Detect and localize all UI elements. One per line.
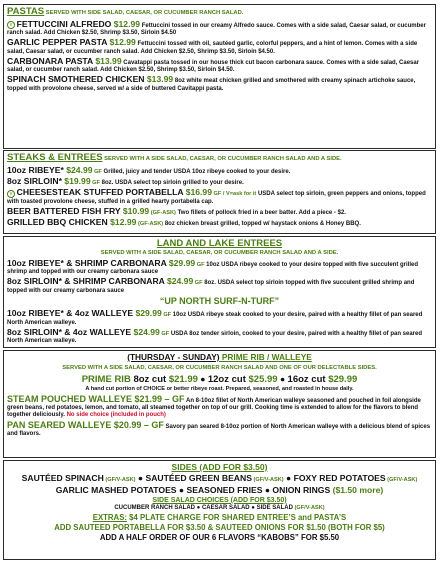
sirloin-price: $19.99 — [61, 175, 91, 186]
fish-price: $10.99 — [120, 205, 150, 216]
surf-title-line — [7, 296, 432, 307]
side-onion-rings-price: ($1.50 more) — [330, 484, 384, 495]
pastas-header-sub: SERVED WITH SIDE SALAD, CAESAR, OR CUCUMBER RANCH SALAD. — [44, 10, 244, 16]
rib-walleye-name: 10oz RIBEYE* & 4oz WALLEYE — [7, 308, 134, 319]
rib-walleye-price: $29.99 — [133, 308, 162, 319]
side-spinach: SAUTÉED SPINACH — [21, 473, 104, 484]
sir-shrimp-desc: 8oz. USDA select top sirloin topped with five succulent grilled shrimp and topped with our creamy carbonara sauce — [7, 280, 415, 294]
side-green-beans: SAUTÉED GREEN BEANS — [145, 473, 252, 484]
sides-sep: ● — [135, 473, 146, 484]
steam-note: No side choice (included in pouch) — [64, 412, 166, 419]
prime-rib-name: PRIME RIB — [81, 374, 131, 386]
add-portabella-line — [7, 523, 432, 533]
sir-walleye-desc: USDA 8oz tender sirloin, cooked to your desire, paired with a healthy fillet of pan seared North American walleye. — [7, 330, 423, 345]
ribeye-price: $24.99 — [63, 164, 93, 175]
fish-item — [7, 206, 432, 217]
extras-line — [7, 513, 432, 523]
fish-tag: (GF-ASK) — [149, 209, 176, 216]
steaks-header: STEAKS & ENTREES — [7, 152, 103, 163]
ribeye-item — [7, 165, 432, 176]
carbonara-desc: Cavatappi pasta tossed in our house thick cut bacon carbonara sauce. Comes with a side salad, Caesar salad, or cucumber ranch salad. Add Chicken $2.50, Shrimp $3.50, Sirloin $4.50. — [7, 59, 420, 74]
carbonara-name: CARBONARA PASTA — [7, 55, 93, 66]
prime-desc: A hand cut portion of CHOICE or better ribeye roast. Prepared, seasoned, and roasted in house daily. — [85, 385, 354, 392]
spinach-item — [7, 74, 432, 93]
prime-cut-3: 16oz cut — [287, 374, 326, 386]
add-portabella: ADD SAUTEED PORTABELLA FOR $3.50 & SAUTEED ONIONS FOR $1.50 (BOTH FOR $5) — [54, 523, 385, 533]
garlic-item — [7, 37, 432, 56]
fettuccini-price: $12.99 — [111, 18, 141, 29]
rib-shrimp-tag: GF — [195, 261, 205, 268]
surf-title: “UP NORTH SURF-N-TURF” — [159, 295, 280, 306]
fettuccini-name: FETTUCCINI ALFREDO — [16, 18, 112, 29]
add-kabobs: ADD A HALF ORDER OF OUR 6 FLAVORS “KABOBS” FOR $5.50 — [99, 533, 340, 543]
salad-cucumber: CUCUMBER RANCH SALAD — [114, 505, 195, 512]
sides-sep: ● — [283, 473, 294, 484]
add-kabobs-line — [7, 533, 432, 543]
pan-desc: Savory pan seared 8-10oz portion of North American walleye with a delicious blend of spices and flavors. — [7, 423, 431, 438]
steaks-header-sub: SERVED WITH A SIDE SALAD, CAESAR, OR CUCUMBER RANCH SALAD AND A SIDE. — [102, 156, 342, 162]
cheesesteak-name: CHEESESTEAK STUFFED PORTABELLA — [16, 187, 184, 198]
rib-shrimp-item — [7, 258, 432, 277]
extras-label: EXTRAS: — [92, 512, 127, 522]
fish-name: BEER BATTERED FISH FRY — [7, 205, 121, 216]
sir-walleye-name: 8oz SIRLOIN* & 4oz WALLEYE — [7, 326, 132, 337]
garlic-desc: Fettuccini tossed with oil, sautéed garlic, colorful peppers, and a hint of lemon. Comes with a side salad, Caesar salad, or cucumber ranch salad. Add Chicken $2.50, Shrimp $3.50, Sirloin $4.50. — [7, 41, 418, 55]
spinach-name: SPINACH SMOTHERED CHICKEN — [7, 74, 145, 85]
salad-line — [7, 505, 432, 512]
cheesesteak-tag: GF / V=ask for it — [212, 191, 257, 198]
sirloin-desc: 8oz. USDA select top sirloin grilled to your desire. — [99, 179, 244, 186]
ribeye-desc: Grilled, juicy and tender USDA 10oz ribeye cooked to your desire. — [101, 168, 291, 175]
pan-name: PAN SEARED WALLEYE — [7, 419, 112, 430]
sides-section — [3, 460, 436, 560]
pastas-section — [3, 4, 436, 149]
vegetarian-icon: v — [7, 21, 15, 29]
prime-section — [3, 350, 436, 458]
side-mashed: GARLIC MASHED POTATOES — [55, 484, 177, 495]
sides-sep: ● — [249, 505, 257, 512]
fettuccini-desc: Fettuccini tossed in our creamy Alfredo sauce. Comes with a side salad, Caesar salad, or cucumber ranch salad. Add Chicken $2.50, Shrimp $3.50, Sirloin $4.50 — [7, 22, 426, 36]
prime-header-title: PRIME RIB / WALLEYE — [219, 352, 312, 362]
steaks-section — [3, 150, 436, 234]
prime-price-2: $25.99 — [245, 374, 278, 386]
garlic-price: $12.99 — [107, 37, 136, 48]
sir-shrimp-item — [7, 276, 432, 295]
extras-text: $4 PLATE CHARGE FOR SHARED ENTREE’S and PASTA’S — [127, 512, 347, 522]
prime-header-line — [7, 352, 432, 363]
sirloin-item — [7, 176, 432, 187]
sides-sep: ● — [195, 505, 202, 512]
bbq-name: GRILLED BBQ CHICKEN — [7, 217, 108, 228]
rib-walleye-tag: GF — [161, 312, 172, 319]
pastas-header-line — [7, 6, 432, 18]
sides-line-2 — [7, 485, 432, 496]
salad-side-tag: (GF/V-ASK) — [292, 505, 325, 512]
spinach-price: $13.99 — [144, 74, 174, 85]
salad-caesar: CAESAR SALAD — [201, 505, 250, 512]
prime-sep-2: ● — [277, 374, 288, 385]
bbq-tag: (GF-ASK) — [136, 221, 164, 228]
sirloin-name: 8oz SIRLOIN* — [7, 175, 62, 186]
prime-sep-1: ● — [197, 374, 208, 385]
carbonara-item — [7, 56, 432, 75]
land-sub: SERVED WITH A SIDE SALAD, CAESAR, OR CUCUMBER RANCH SALAD AND A SIDE. — [100, 249, 339, 256]
cheesesteak-item — [7, 187, 432, 206]
carbonara-price: $13.99 — [92, 55, 122, 66]
pan-price: $20.99 – GF — [111, 419, 164, 430]
side-fries: SEASONED FRIES — [186, 484, 263, 495]
bbq-price: $12.99 — [107, 217, 137, 228]
side-green-beans-tag: (GF/V-ASK) — [251, 477, 284, 484]
side-red-potatoes-tag: (GF/V-ASK) — [385, 477, 418, 484]
sirloin-tag: GF — [90, 179, 100, 186]
ribeye-tag: GF — [92, 168, 102, 175]
bbq-desc: 8oz chicken breast grilled, topped w/ haystack onions & Honey BBQ. — [163, 221, 361, 228]
steam-name: STEAM POUCHED WALLEYE — [7, 393, 133, 404]
land-header-line — [7, 238, 432, 250]
steam-item — [7, 394, 432, 420]
vegetarian-icon: v — [7, 190, 15, 198]
sir-shrimp-name: 8oz SIRLOIN* & SHRIMP CARBONARA — [7, 276, 165, 287]
salad-header-line — [7, 497, 432, 506]
steam-desc: An 8-10oz fillet of North American walleye seasoned and pouched in foil alongside green beans, red potatoes, lemon, and tomato, all steamed together on top of our grill. Cooking time is extended to allow for the flavors to blend together deliciously. — [7, 397, 421, 419]
sides-sep: ● — [176, 484, 187, 495]
sir-walleye-price: $24.99 — [131, 326, 160, 337]
side-red-potatoes: FOXY RED POTATOES — [293, 473, 386, 484]
salad-header: SIDE SALAD CHOICES (ADD FOR $3.50) — [152, 496, 287, 504]
sides-sep: ● — [262, 484, 273, 495]
side-spinach-tag: (GF/V-ASK) — [103, 477, 136, 484]
prime-price-3: $29.99 — [325, 374, 358, 386]
rib-shrimp-name: 10oz RIBEYE* & SHRIMP CARBONARA — [7, 257, 167, 268]
rib-shrimp-price: $29.99 — [166, 257, 196, 268]
cheesesteak-price: $16.99 — [183, 187, 212, 198]
sir-walleye-item — [7, 327, 432, 346]
cheesesteak-desc: USDA select top sirloin, green peppers and onions, topped with toasted provolone cheese, stuffed in a grilled hearty portabella cap. — [7, 191, 426, 205]
sir-walleye-tag: GF — [159, 330, 170, 337]
rib-walleye-item — [7, 308, 432, 327]
pan-item — [7, 420, 432, 439]
sir-shrimp-tag: GF — [193, 280, 203, 287]
steaks-header-line — [7, 152, 432, 164]
sides-line-1 — [7, 473, 432, 484]
prime-header-days: (THURSDAY - SUNDAY) — [127, 352, 220, 362]
prime-sub: SERVED WITH A SIDE SALAD, CAESAR, OR CUCUMBER RANCH SALAD AND ONE OF OUR DELECTABLE SIDES. — [62, 365, 377, 372]
rib-shrimp-desc: 10oz USDA ribeye cooked to your desire topped with five succulent grilled shrimp and topped with our creamy carbonara sauce — [7, 261, 418, 275]
rib-walleye-desc: 10oz USDA ribeye steak cooked to your desire, paired with a healthy fillet of pan seared North American walleye. — [7, 312, 423, 326]
spinach-desc: 8oz white meat chicken grilled and smothered with creamy spinach artichoke sauce, topped with provolone cheese, served w/ a side of buttered Cavitappi pasta. — [7, 78, 416, 92]
prime-cut-2: 12oz cut — [207, 374, 246, 386]
prime-rib-line — [7, 374, 432, 386]
pastas-header: PASTAS — [7, 6, 45, 17]
land-lake-section — [3, 236, 436, 348]
land-header: LAND AND LAKE ENTREES — [156, 238, 283, 249]
fettuccini-item — [7, 19, 432, 38]
side-onion-rings: ONION RINGS — [272, 484, 331, 495]
sides-header-line — [7, 462, 432, 473]
sides-header: SIDES (ADD FOR $3.50) — [171, 462, 268, 472]
prime-cut-1: 8oz cut — [130, 374, 167, 386]
prime-price-1: $21.99 — [166, 374, 198, 386]
sir-shrimp-price: $24.99 — [164, 276, 194, 287]
ribeye-name: 10oz RIBEYE* — [7, 164, 64, 175]
salad-side: SIDE SALAD — [256, 505, 293, 512]
garlic-name: GARLIC PEPPER PASTA — [7, 37, 108, 48]
steam-price: $21.99 – GF — [132, 393, 185, 404]
fish-desc: Two fillets of pollock fried in a beer batter. Add a piece - $2. — [175, 209, 346, 216]
bbq-item — [7, 217, 432, 228]
